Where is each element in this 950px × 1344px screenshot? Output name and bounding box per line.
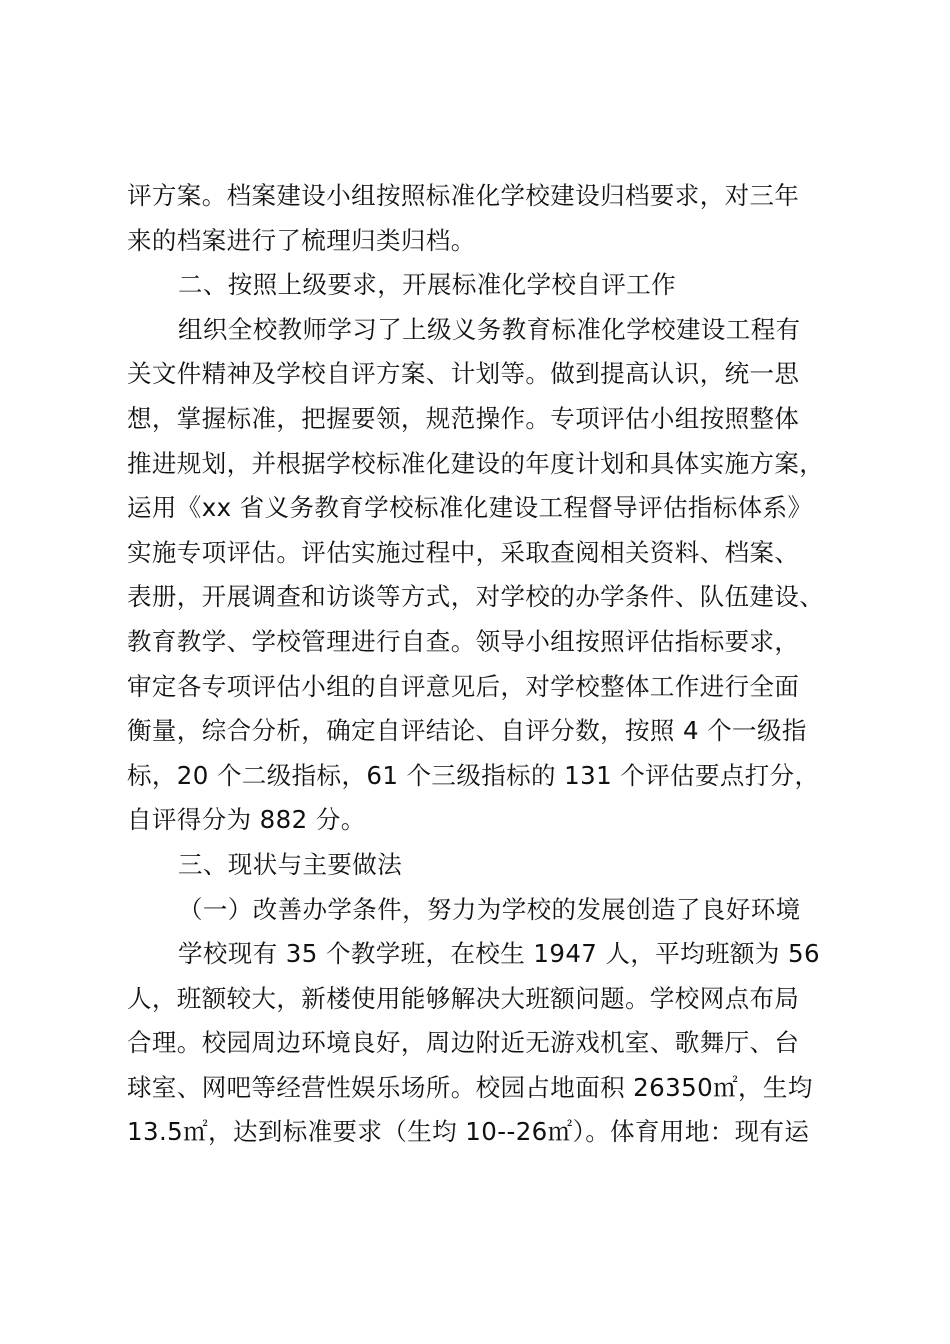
text-line: 来的档案进行了梳理归类归档。 [127,225,476,255]
text-line: 二、按照上级要求，开展标准化学校自评工作 [178,270,676,300]
text-line: 合理。校园周边环境良好，周边附近无游戏机室、歌舞厅、台 [127,1028,800,1058]
text-line: 学校现有 35 个教学班，在校生 1947 人，平均班额为 56 [178,939,820,969]
text-line: 教育教学、学校管理进行自查。领导小组按照评估指标要求， [127,626,800,656]
text-line: 衡量，综合分析，确定自评结论、自评分数，按照 4 个一级指 [127,716,807,746]
text-line: 评方案。档案建设小组按照标准化学校建设归档要求，对三年 [127,181,800,210]
text-line: 推进规划，并根据学校标准化建设的年度计划和具体实施方案， [127,448,825,478]
text-line: 球室、网吧等经营性娱乐场所。校园占地面积 26350㎡，生均 [127,1072,813,1102]
text-line: 运用《xx 省义务教育学校标准化建设工程督导评估指标体系》 [127,493,813,523]
text-line: 组织全校教师学习了上级义务教育标准化学校建设工程有 [178,314,801,344]
text-line: 自评得分为 882 分。 [127,805,366,835]
text-line: （一）改善办学条件，努力为学校的发展创造了良好环境 [178,894,801,924]
text-line: 审定各专项评估小组的自评意见后，对学校整体工作进行全面 [127,671,800,701]
text-line: 想，掌握标准，把握要领，规范操作。专项评估小组按照整体 [127,403,800,433]
text-line: 13.5㎡，达到标准要求（生均 10--26㎡）。体育用地：现有运 [127,1117,810,1147]
body-text [127,174,837,1155]
text-line: 人，班额较大，新楼使用能够解决大班额问题。学校网点布局 [127,983,800,1013]
text-line: 表册，开展调查和访谈等方式，对学校的办学条件、队伍建设、 [127,582,825,612]
text-line: 实施专项评估。评估实施过程中，采取查阅相关资料、档案、 [127,537,800,567]
text-line: 标，20 个二级指标，61 个三级指标的 131 个评估要点打分， [127,760,820,790]
text-line: 三、现状与主要做法 [178,849,403,879]
text-line: 关文件精神及学校自评方案、计划等。做到提高认识，统一思 [127,359,800,389]
